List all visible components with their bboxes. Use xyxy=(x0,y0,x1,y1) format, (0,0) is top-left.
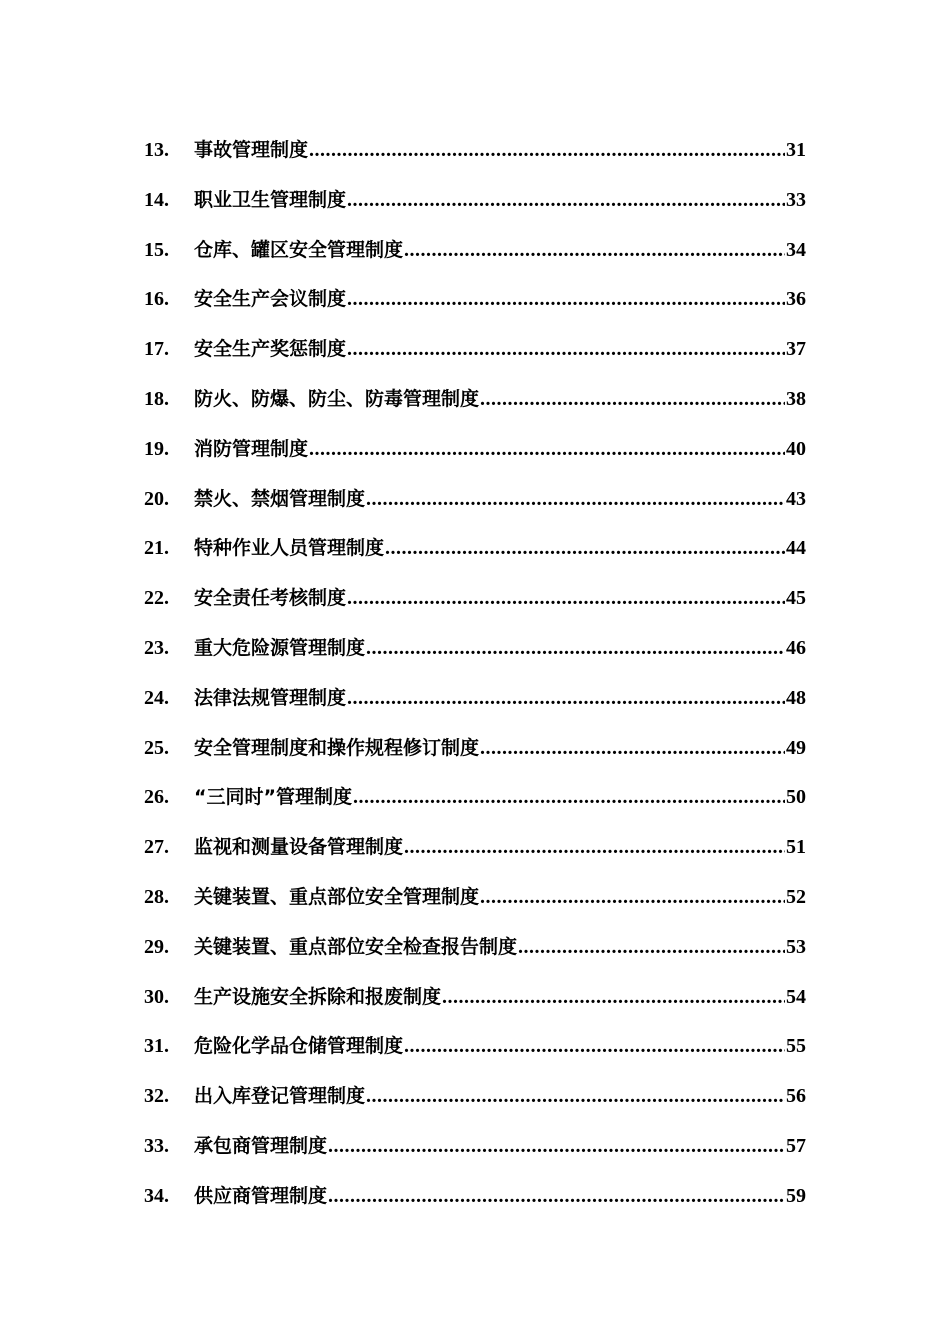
toc-entry-page: 52 xyxy=(786,885,806,908)
toc-entry-page: 40 xyxy=(786,437,806,460)
toc-entry-title: 安全责任考核制度 xyxy=(194,587,347,610)
dot-leader xyxy=(328,1172,785,1222)
toc-entry-page: 59 xyxy=(786,1184,806,1207)
toc-entry-number: 29. xyxy=(144,935,169,958)
toc-entry[interactable] xyxy=(144,823,806,873)
toc-entry[interactable] xyxy=(144,126,806,176)
toc-entry-title: 安全管理制度和操作规程修订制度 xyxy=(194,736,480,759)
toc-entry-number: 21. xyxy=(144,537,169,560)
toc-entry-page: 48 xyxy=(786,686,806,709)
toc-entry-number: 27. xyxy=(144,836,169,859)
dot-leader xyxy=(480,375,785,425)
toc-entry[interactable] xyxy=(144,325,806,375)
toc-entry[interactable] xyxy=(144,873,806,923)
toc-entry-page: 57 xyxy=(786,1134,806,1157)
toc-entry-title: 供应商管理制度 xyxy=(194,1184,328,1207)
toc-entry-page: 45 xyxy=(786,587,806,610)
toc-entry-number: 17. xyxy=(144,338,169,361)
toc-entry-number: 31. xyxy=(144,1035,169,1058)
dot-leader xyxy=(347,176,785,226)
toc-entry-title: 消防管理制度 xyxy=(194,437,309,460)
toc-entry-page: 53 xyxy=(786,935,806,958)
toc-entry-page: 43 xyxy=(786,487,806,510)
toc-entry[interactable] xyxy=(144,375,806,425)
dot-leader xyxy=(404,1022,785,1072)
toc-entry-page: 49 xyxy=(786,736,806,759)
toc-entry-title: 安全生产奖惩制度 xyxy=(194,338,347,361)
toc-entry-page: 46 xyxy=(786,636,806,659)
toc-entry[interactable] xyxy=(144,226,806,276)
toc-entry-page: 55 xyxy=(786,1035,806,1058)
toc-entry-page: 33 xyxy=(786,188,806,211)
toc-entry-title: 承包商管理制度 xyxy=(194,1134,328,1157)
dot-leader xyxy=(480,873,785,923)
toc-entry-title: 防火、防爆、防尘、防毒管理制度 xyxy=(194,387,480,410)
toc-entry-title: 危险化学品仓储管理制度 xyxy=(194,1035,404,1058)
toc-entry-page: 31 xyxy=(786,139,806,161)
toc-entry-page: 34 xyxy=(786,238,806,261)
toc-entry-number: 34. xyxy=(144,1184,169,1207)
toc-entry-page: 38 xyxy=(786,387,806,410)
toc-entry-title: 关键装置、重点部位安全管理制度 xyxy=(194,885,480,908)
dot-leader xyxy=(309,126,785,176)
toc-entry[interactable] xyxy=(144,973,806,1023)
toc-entry[interactable] xyxy=(144,724,806,774)
dot-leader xyxy=(385,524,785,574)
toc-entry-number: 23. xyxy=(144,636,169,659)
toc-entry-title: 特种作业人员管理制度 xyxy=(194,537,385,560)
table-of-contents xyxy=(144,126,806,1222)
dot-leader xyxy=(353,773,785,823)
toc-entry-number: 22. xyxy=(144,587,169,610)
dot-leader xyxy=(442,973,785,1023)
toc-entry[interactable] xyxy=(144,1022,806,1072)
toc-entry[interactable] xyxy=(144,674,806,724)
toc-entry-title: 职业卫生管理制度 xyxy=(194,188,347,211)
toc-entry-page: 50 xyxy=(786,786,806,809)
dot-leader xyxy=(347,325,785,375)
toc-entry-number: 19. xyxy=(144,437,169,460)
toc-entry-title: 重大危险源管理制度 xyxy=(194,636,366,659)
toc-entry-page: 56 xyxy=(786,1085,806,1108)
toc-entry[interactable] xyxy=(144,475,806,525)
toc-entry-number: 30. xyxy=(144,985,169,1008)
toc-entry[interactable] xyxy=(144,1122,806,1172)
dot-leader xyxy=(404,823,785,873)
toc-entry-title: 事故管理制度 xyxy=(194,139,309,161)
toc-entry[interactable] xyxy=(144,574,806,624)
toc-entry-title: 关键装置、重点部位安全检查报告制度 xyxy=(194,935,518,958)
toc-entry-number: 25. xyxy=(144,736,169,759)
dot-leader xyxy=(347,674,785,724)
dot-leader xyxy=(347,574,785,624)
toc-entry-number: 20. xyxy=(144,487,169,510)
dot-leader xyxy=(309,425,785,475)
toc-entry[interactable] xyxy=(144,923,806,973)
dot-leader xyxy=(347,275,785,325)
dot-leader xyxy=(328,1122,785,1172)
toc-entry-number: 14. xyxy=(144,188,169,211)
toc-entry[interactable] xyxy=(144,1072,806,1122)
toc-entry[interactable] xyxy=(144,176,806,226)
dot-leader xyxy=(518,923,785,973)
toc-entry[interactable] xyxy=(144,773,806,823)
toc-entry-title: 出入库登记管理制度 xyxy=(194,1085,366,1108)
dot-leader xyxy=(366,1072,785,1122)
toc-entry-title: “三同时”管理制度 xyxy=(194,786,352,809)
toc-entry-title: 仓库、罐区安全管理制度 xyxy=(194,238,404,261)
toc-entry-number: 18. xyxy=(144,387,169,410)
toc-entry-page: 36 xyxy=(786,288,806,311)
toc-entry-number: 26. xyxy=(144,786,169,809)
toc-entry-number: 13. xyxy=(144,139,169,161)
toc-entry[interactable] xyxy=(144,1172,806,1222)
toc-entry[interactable] xyxy=(144,425,806,475)
dot-leader xyxy=(366,624,785,674)
toc-entry-title: 禁火、禁烟管理制度 xyxy=(194,487,366,510)
toc-entry-number: 32. xyxy=(144,1085,169,1108)
toc-entry-page: 51 xyxy=(786,836,806,859)
toc-entry-title: 安全生产会议制度 xyxy=(194,288,347,311)
toc-entry-page: 44 xyxy=(786,537,806,560)
toc-entry-number: 28. xyxy=(144,885,169,908)
toc-entry-number: 33. xyxy=(144,1134,169,1157)
toc-entry-title: 法律法规管理制度 xyxy=(194,686,347,709)
toc-entry-title: 监视和测量设备管理制度 xyxy=(194,836,404,859)
toc-entry-number: 15. xyxy=(144,238,169,261)
toc-entry[interactable] xyxy=(144,524,806,574)
toc-entry[interactable] xyxy=(144,275,806,325)
toc-entry-page: 37 xyxy=(786,338,806,361)
dot-leader xyxy=(366,475,785,525)
toc-entry-page: 54 xyxy=(786,985,806,1008)
dot-leader xyxy=(480,724,785,774)
toc-entry-title: 生产设施安全拆除和报废制度 xyxy=(194,985,442,1008)
dot-leader xyxy=(404,226,785,276)
toc-entry-number: 16. xyxy=(144,288,169,311)
toc-entry[interactable] xyxy=(144,624,806,674)
toc-entry-number: 24. xyxy=(144,686,169,709)
